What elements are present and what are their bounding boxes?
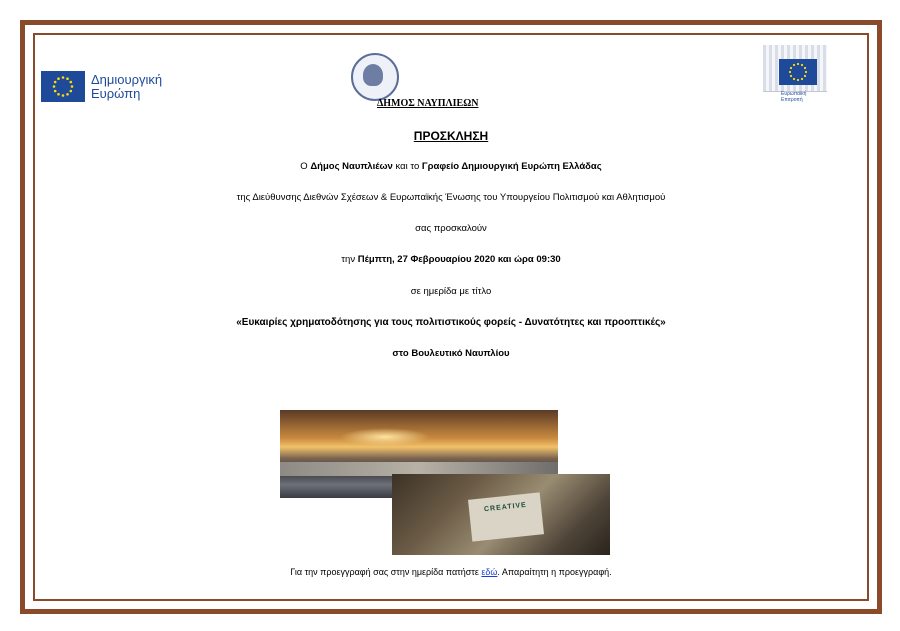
- creative-board-text: CREATIVE: [483, 501, 528, 514]
- venue-line: στο Βουλευτικό Ναυπλίου: [392, 348, 510, 359]
- hosts-line: [35, 161, 867, 172]
- directorate-line: της Διεύθυνσης Διεθνών Σχέσεων & Ευρωπαϊκής Ένωσης του Υπουργείου Πολιτισμού και Αθλητισμού: [236, 192, 666, 203]
- registration-suffix: . Απαραίτητη η προεγγραφή.: [497, 567, 612, 577]
- commission-line1: Ευρωπαϊκή: [781, 91, 807, 97]
- event-date: Πέμπτη, 27 Φεβρουαρίου 2020 και ώρα 09:30: [357, 254, 561, 265]
- hosts-office: Γραφείο Δημιουργική Ευρώπη Ελλάδας: [421, 161, 602, 172]
- invite-line: σας προσκαλούν: [415, 223, 487, 234]
- creative-europe-text: [91, 73, 162, 101]
- invitation-inner-border: [33, 33, 869, 601]
- seminar-title: «Ευκαιρίες χρηματοδότησης για τους πολιτιστικούς φορείς - Δυνατότητες και προοπτικές»: [236, 317, 666, 328]
- registration-link[interactable]: εδώ: [481, 567, 498, 577]
- commission-text: [781, 91, 806, 103]
- municipality-seal-icon: [351, 53, 399, 101]
- eu-flag-icon: [41, 71, 85, 102]
- seminar-intro: σε ημερίδα με τίτλο: [410, 286, 492, 297]
- hosts-middle: και το: [392, 161, 422, 172]
- commission-line2: Επιτροπή: [781, 97, 803, 103]
- hosts-municipality: Δήμος Ναυπλιέων: [310, 161, 393, 172]
- commission-eu-flag-icon: [779, 59, 817, 85]
- date-prefix: την: [341, 254, 358, 265]
- date-line: [35, 254, 867, 265]
- creative-europe-logo: [41, 71, 162, 102]
- registration-prefix: Για την προεγγραφή σας στην ημερίδα πατήστε: [290, 567, 482, 577]
- hosts-prefix: Ο: [300, 161, 311, 172]
- municipality-name: ΔΗΜΟΣ ΝΑΥΠΛΙΕΩΝ: [377, 98, 479, 109]
- european-commission-logo: [763, 45, 827, 109]
- creative-europe-line2: Ευρώπη: [91, 85, 141, 101]
- creative-europe-line1: Δημιουργική: [91, 71, 163, 87]
- creative-workshop-photo: [392, 474, 610, 555]
- municipality-logo: [347, 53, 497, 109]
- registration-line: [35, 567, 867, 577]
- invitation-title: ΠΡΟΣΚΛΗΣΗ: [413, 129, 489, 143]
- invitation-frame: [20, 20, 882, 614]
